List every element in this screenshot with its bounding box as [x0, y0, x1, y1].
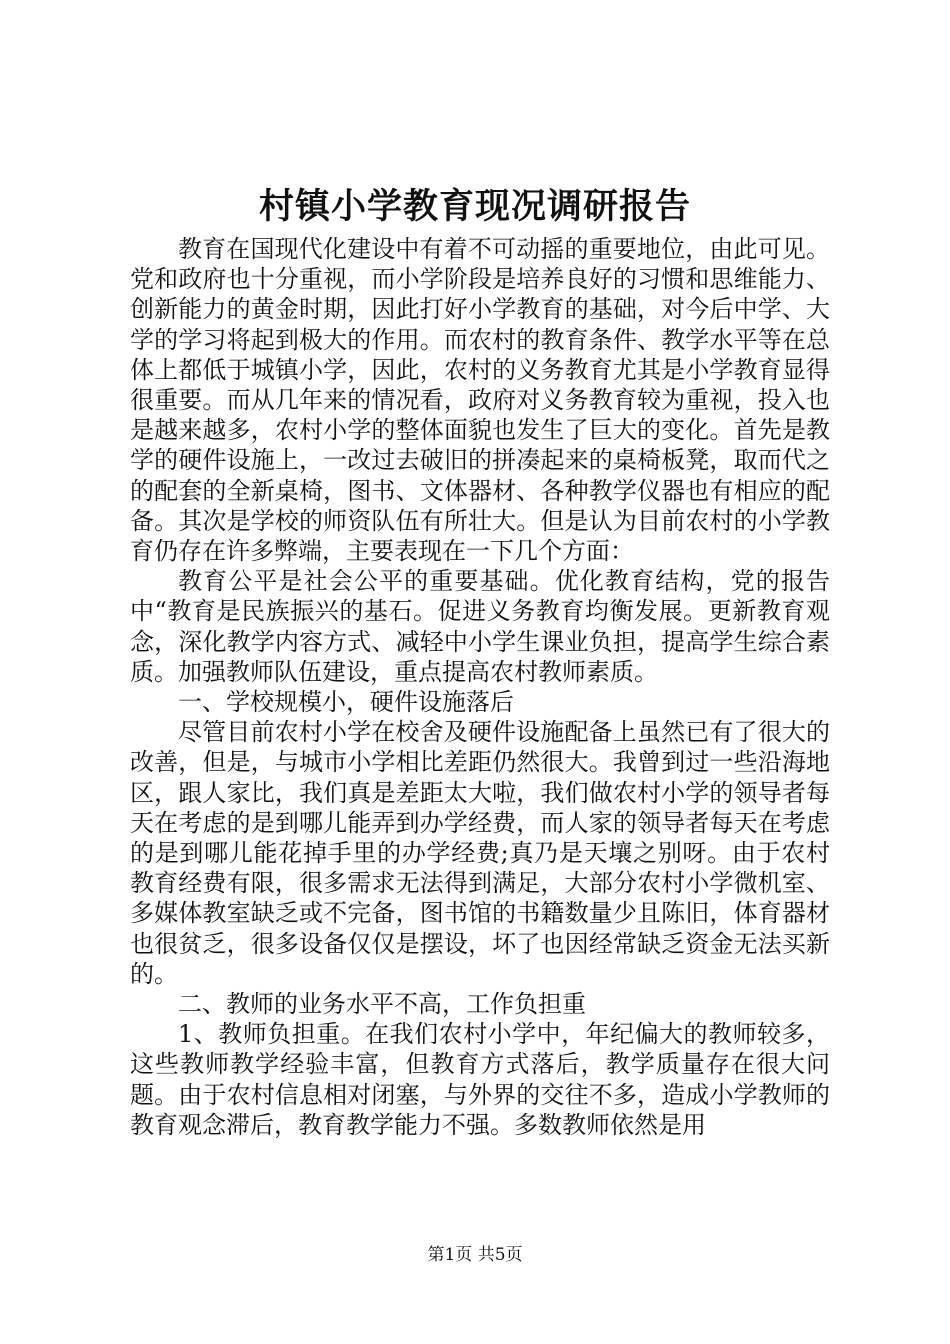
document-body: [130, 234, 830, 1140]
section-heading-1: 一、学校规模小，硬件设施落后: [178, 688, 514, 717]
paragraph-intro: 教育在国现代化建设中有着不可动摇的重要地位，由此可见。党和政府也十分重视，而小学阶段是培养良好的习惯和思维能力、创新能力的黄金时期，因此打好小学教育的基础，对今后中学、大学的学习将起到极大的作用。而农村的教育条件、教学水平等在总体上都低于城镇小学，因此，农村的义务教育尤其是小学教育显得很重要。而从几年来的情况看，政府对义务教育较为重视，投入也是越来越多，农村小学的整体面貌也发生了巨大的变化。首先是教学的硬件设施上，一改过去破旧的拼凑起来的桌椅板凳，取而代之的配套的全新桌椅，图书、文体器材、各种教学仪器也有相应的配备。其次是学校的师资队伍有所壮大。但是认为目前农村的小学教育仍存在许多弊端，主要表现在一下几个方面：: [130, 235, 830, 566]
paragraph-facilities: 尽管目前农村小学在校舍及硬件设施配备上虽然已有了很大的改善，但是，与城市小学相比差距仍然很大。我曾到过一些沿海地区，跟人家比，我们真是差距太大啦，我们做农村小学的领导者每天在考虑的是到哪儿能弄到办学经费，而人家的领导者每天在考虑的是到哪儿能花掉手里的办学经费;真乃是天壤之别呀。由于农村教育经费有限，很多需求无法得到满足，大部分农村小学微机室、多媒体教室缺乏或不完备，图书馆的书籍数量少且陈旧，体育器材也很贫乏，很多设备仅仅是摆设，坏了也因经常缺乏资金无法买新的。: [130, 718, 830, 988]
paragraph-teacher-burden: 1、教师负担重。在我们农村小学中，年纪偏大的教师较多，这些教师教学经验丰富，但教育方式落后，教学质量存在很大问题。由于农村信息相对闭塞，与外界的交往不多，造成小学教师的教育观念滞后，教育教学能力不强。多数教师依然是用: [130, 1020, 830, 1139]
page-footer: 第1页 共5页: [427, 1245, 523, 1265]
paragraph-education-fairness: 教育公平是社会公平的重要基础。优化教育结构，党的报告中“教育是民族振兴的基石。促进义务教育均衡发展。更新教育观念，深化教学内容方式、减轻中小学生课业负担，提高学生综合素质。加强教师队伍建设，重点提高农村教师素质。: [130, 567, 830, 686]
section-heading-2: 二、教师的业务水平不高，工作负担重: [178, 990, 586, 1019]
document-title: 村镇小学教育现况调研报告: [258, 186, 691, 227]
